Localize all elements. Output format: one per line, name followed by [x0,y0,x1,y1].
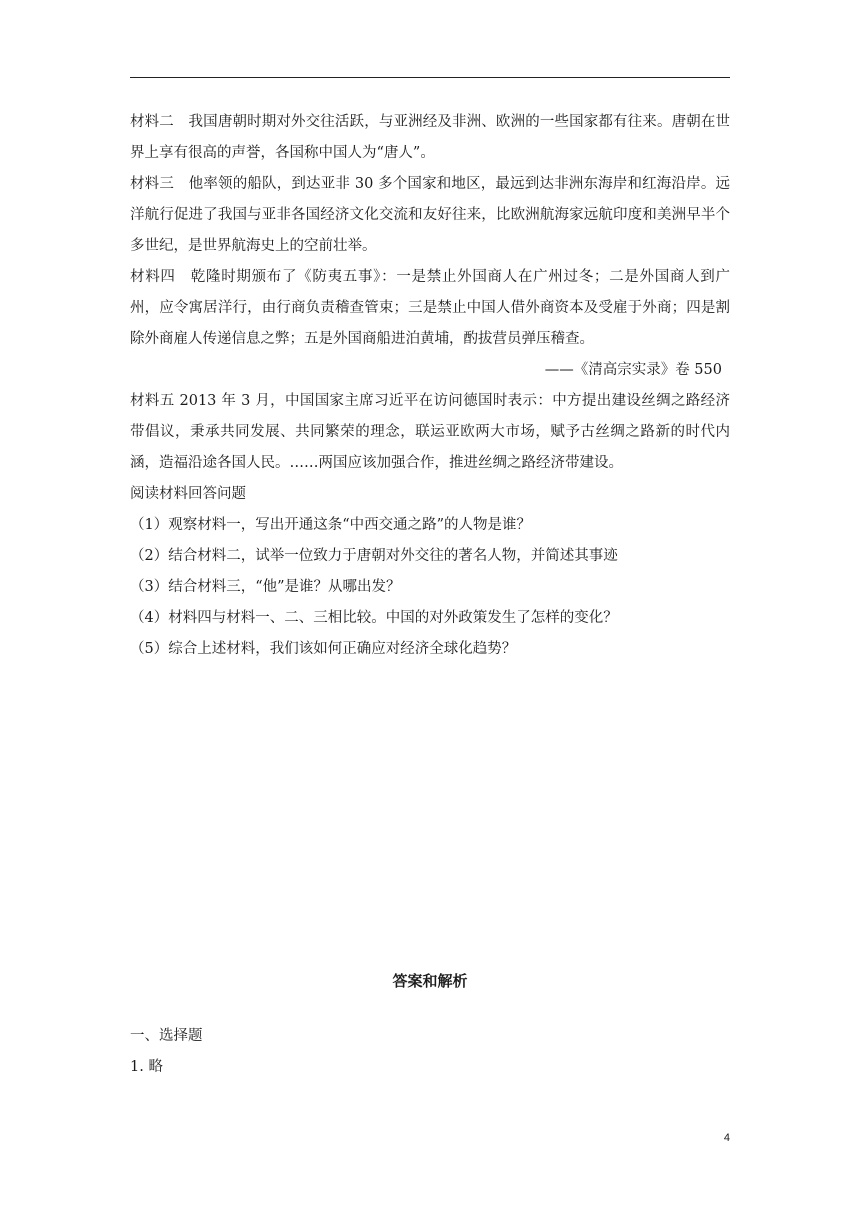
header-rule [130,77,730,78]
question-4: （4）材料四与材料一、二、三相比较。中国的对外政策发生了怎样的变化？ [130,610,618,626]
material-5: 材料五 2013 年 3 月，中国国家主席习近平在访问德国时表示：中方提出建设丝绸之路经济带倡议，秉承共同发展、共同繁荣的理念，联运亚欧两大市场，赋予古丝绸之路新的时代内涵，造福沿途各国人民。……两国应该加强合作，推进丝绸之路经济带建设。 [130,393,730,471]
material-2: 材料二 我国唐朝时期对外交往活跃，与亚洲经及非洲、欧洲的一些国家都有往来。唐朝在世界上享有很高的声誉，各国称中国人为“唐人”。 [130,114,730,161]
question-3: （3）结合材料三，“他”是谁？从哪出发？ [130,579,401,595]
material-3: 材料三 他率领的船队，到达亚非 30 多个国家和地区，最远到达非洲东海岸和红海沿岸。远洋航行促进了我国与亚非各国经济文化交流和友好往来，比欧洲航海家远航印度和美洲早半个多世纪，是世界航海史上的空前壮举。 [130,176,730,254]
answer-item-1: 1. 略 [130,1059,163,1075]
material-4: 材料四 乾隆时期颁布了《防夷五事》：一是禁止外国商人在广州过冬；二是外国商人到广州，应令寓居洋行，由行商负责稽查管束；三是禁止中国人借外商资本及受雇于外商；四是割除外商雇人传递信息之弊；五是外国商船进泊黄埔，酌拔营员弹压稽查。 [130,269,730,347]
section-label: 一、选择题 [130,1028,203,1044]
instruction: 阅读材料回答问题 [130,486,246,502]
material-4-source: ——《清高宗实录》卷 550 [544,362,722,378]
question-1: （1）观察材料一，写出开通这条“中西交通之路”的人物是谁？ [130,517,532,533]
question-5: （5）综合上述材料，我们该如何正确应对经济全球化趋势？ [130,641,517,657]
document-body [130,107,730,665]
page-number: 4 [723,1132,730,1144]
answer-title: 答案和解析 [392,972,468,990]
question-2: （2）结合材料二，试举一位致力于唐朝对外交往的著名人物，并简述其事迹 [130,548,618,564]
